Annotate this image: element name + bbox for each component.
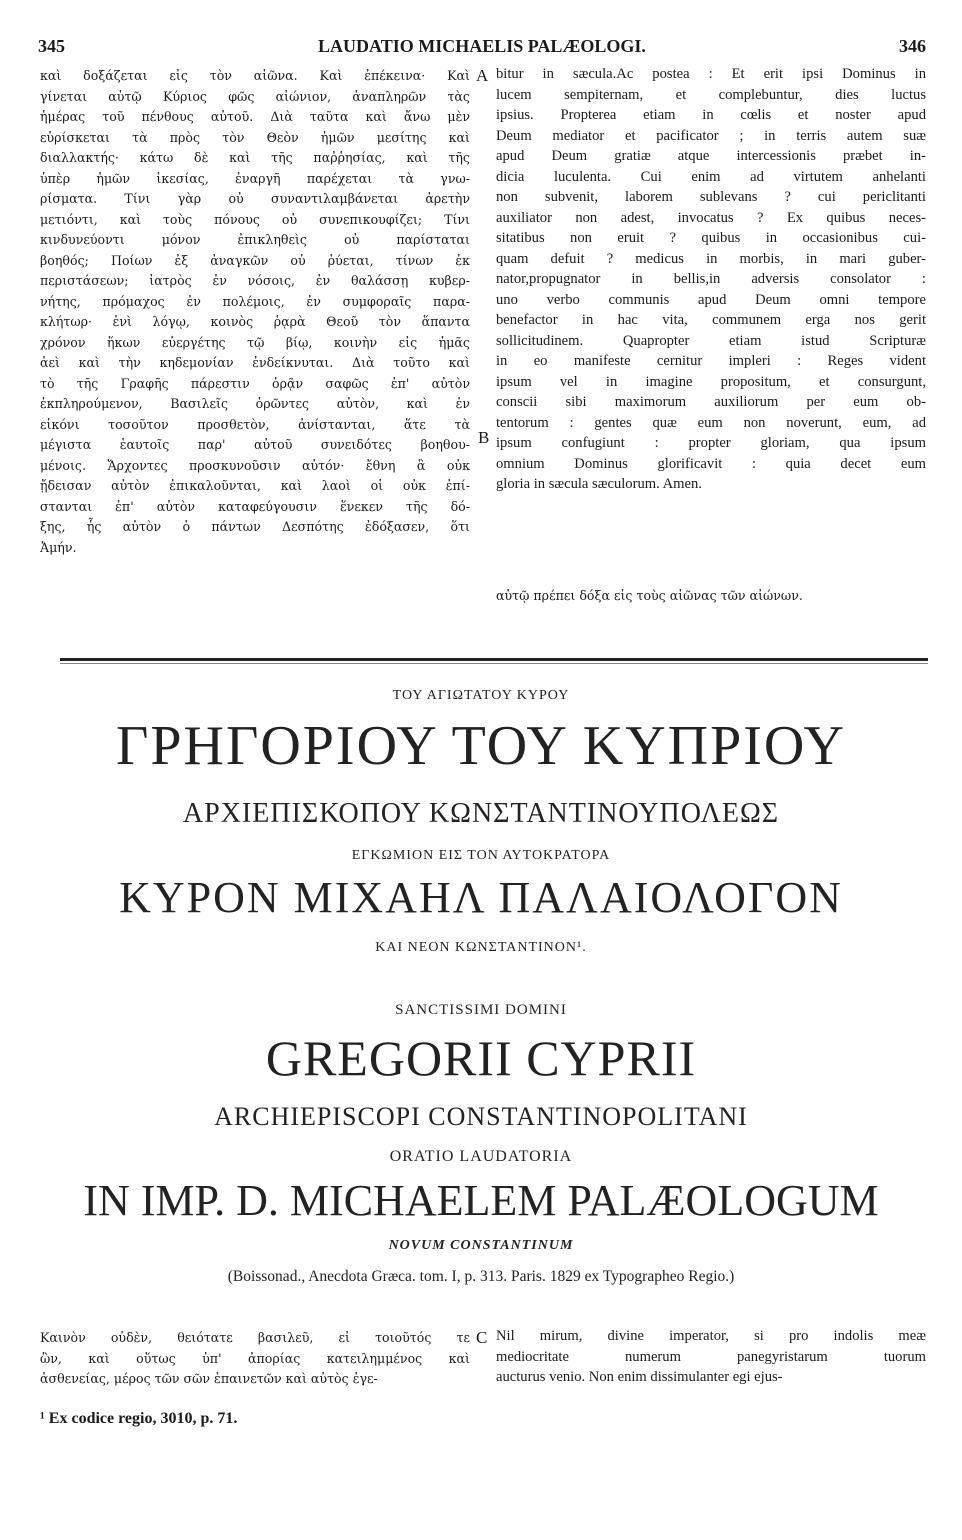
text-line: ἀεὶ καὶ τὴν κηδεμονίαν ἐνδείκνυται. Διὰ τοῦτο καὶ xyxy=(40,355,470,370)
text-line: ρίσματα. Τίνι γὰρ οὐ συναντιλαμβάνεται ἀρετὴν xyxy=(40,191,470,206)
text-line: χρόνον ἥκων εὐεργέτης τῷ βίῳ, κοινὴν εἰς ἡμᾶς xyxy=(40,334,470,350)
text-line: ἀσθενείας, μέρος τῶν σῶν ἐπαινετῶν καὶ αὐτὸς ἐγε- xyxy=(40,1371,378,1386)
text-line: auxiliator non adest, invocatus ? Ex quibus neces- xyxy=(496,209,926,226)
text-line: ᾔδεισαν αὐτὸν ἐπικαλοῦνται, καὶ λαοὶ οἱ οὐκ ἐπί- xyxy=(40,478,470,493)
text-line: εὑρίσκεται τὰ πρὸς τὸν Θεὸν ἡμῶν μεσίτης καὶ xyxy=(40,129,470,145)
text-line: gloria in sæcula sæculorum. Amen. xyxy=(496,476,702,492)
greek-continuation xyxy=(496,586,926,607)
text-line: Καινὸν οὐδὲν, θειότατε βασιλεῦ, εἰ τοιοῦτός τε xyxy=(40,1330,470,1345)
latin-title-name: GREGORII CYPRII xyxy=(265,1030,697,1086)
text-line: ξης, ἧς αὐτὸν ὁ πάντων Δεσπότης ἐδόξασεν, ὅτι xyxy=(40,519,470,534)
text-line: Nil mirum, divine imperator, si pro indolis meæ xyxy=(496,1328,926,1344)
greek-title-encomium: ΕΓΚΩΜΙΟΝ ΕΙΣ ΤΟΝ ΑΥΤΟΚΡΑΤΟΡΑ xyxy=(351,848,611,863)
text-line: εἰκόνι τοσοῦτον προσθετὸν, ἀνίστανται, ἅτε τὰ xyxy=(40,416,470,432)
greek-title-emperor: ΚΥΡΟΝ ΜΙΧΑΗΛ ΠΑΛΑΙΟΛΟΓΟΝ xyxy=(119,873,843,922)
text-line: sollicitudinem. Quapropter etiam istud Scripturæ xyxy=(496,332,926,349)
text-line: ὢν, καὶ οὕτως ὑπ' ἀπορίας κατειλημμένος καὶ xyxy=(40,1350,470,1366)
text-line: sitatibus non eruit ? quibus in occasionibus cui- xyxy=(496,230,926,246)
text-line: κινδυνεύοντι μόνον ἐπικληθεὶς οὐ παρίσταται xyxy=(40,232,470,247)
text-line: tentorum : gentes quæ eum non noverunt, eum, ad xyxy=(496,414,926,431)
text-line: μέγιστα ἑαυτοῖς παρ' αὐτοῦ συνειδότες βοηθου- xyxy=(40,437,470,452)
source-citation: (Boissonad., Anecdota Græca. tom. I, p. 313. Paris. 1829 ex Typographeo Regio.) xyxy=(227,1268,735,1285)
latin-column-top xyxy=(496,64,926,495)
text-line: νήτης, πρόμαχος ἐν πολέμοις, ἐν συμφοραῖς παρα- xyxy=(40,293,470,309)
text-line: αὐτῷ πρέπει δόξα εἰς τοὺς αἰῶνας τῶν αἰώνων. xyxy=(496,588,803,603)
greek-title-new: ΚΑΙ ΝΕΟΝ ΚΩΝΣΤΑΝΤΙΝΟΝ¹. xyxy=(375,940,587,955)
text-line: ὑπὲρ ἡμῶν ἱκεσίας, ἐναργῆ παρέχεται τὰ γνω- xyxy=(40,170,470,186)
latin-title-small: SANCTISSIMI DOMINI xyxy=(395,1002,567,1018)
margin-letter-b: B xyxy=(478,428,490,447)
text-line: ipsum confugiunt : propter gloriam, qua ipsum xyxy=(496,435,926,451)
text-line: ἐκπληρούμενον, Βασιλεῖς ὁρῶντες αὐτὸν, καὶ ἐν xyxy=(40,396,470,411)
text-line: γίνεται αὐτῷ Κύριος φῶς αἰώνιον, ἀναπληρῶν τὰς xyxy=(40,88,470,104)
text-line: dicia luculenta. Cui enim ad virtutem anhelanti xyxy=(496,168,926,185)
text-line: καὶ δοξάζεται εἰς τὸν αἰῶνα. Καὶ ἐπέκεινα· Καὶ xyxy=(40,68,470,83)
text-line: διαλλακτής· κάτω δὲ καὶ τῆς παῤῥησίας, καὶ τῆς xyxy=(40,150,470,165)
text-line: περιστάσεων; ἰατρὸς ἐν νόσοις, ἐν θαλάσσῃ κυβερ- xyxy=(40,273,470,288)
greek-column-bottom xyxy=(40,1328,470,1390)
margin-letter-c: C xyxy=(476,1328,488,1347)
latin-title-new: NOVUM CONSTANTINUM xyxy=(388,1238,574,1253)
text-line: ipsius. Propterea etiam in cœlis et noster apud xyxy=(496,107,926,123)
running-header xyxy=(38,36,926,60)
text-line: lucem sempiternam, et complebuntur, dies luctus xyxy=(496,86,926,103)
text-line: ipsum vel in imagine propositum, et consurgunt, xyxy=(496,373,926,390)
page-number-left: 345 xyxy=(38,36,65,56)
running-title: LAUDATIO MICHAELIS PALÆOLOGI. xyxy=(318,36,646,56)
greek-column-top xyxy=(40,66,470,558)
text-line: conscii sibi maximorum auxiliorum per eum ob- xyxy=(496,394,926,410)
greek-title-name: ΓΡΗΓΟΡΙΟΥ ΤΟΥ ΚΥΠΡΙΟΥ xyxy=(116,715,846,777)
section-rule xyxy=(60,658,928,661)
latin-title-emperor: IN IMP. D. MICHAELEM PALÆOLOGUM xyxy=(83,1176,879,1225)
text-line: mediocritate numerum panegyristarum tuorum xyxy=(496,1348,926,1365)
text-line: aucturus venio. Non enim dissimulanter egi ejus- xyxy=(496,1369,783,1385)
text-line: apud Deum gratiæ atque intercessionis præbet in- xyxy=(496,148,926,164)
text-line: κλήτωρ· ἑνὶ λόγῳ, κοινὸς ῥᾳρὰ Θεοῦ τὸν ἅπαντα xyxy=(40,314,470,329)
text-line: non subvenit, laborem sublevans ? cui periclitanti xyxy=(496,189,926,205)
text-line: in eo manifeste cernitur impleri : Reges vident xyxy=(496,353,926,369)
text-line: Ἀμήν. xyxy=(40,539,77,555)
page-number-right: 346 xyxy=(899,36,926,56)
section-rule-thin xyxy=(60,663,928,664)
latin-column-bottom xyxy=(496,1326,926,1388)
text-line: nator,propugnator in bellis,in adversis consolator : xyxy=(496,271,926,287)
latin-title-oratio: ORATIO LAUDATORIA xyxy=(389,1148,573,1165)
text-line: Deum mediator et pacificator ; in terris autem suæ xyxy=(496,127,926,144)
text-line: bitur in sæcula.Ac postea : Et erit ipsi Dominus in xyxy=(496,66,926,82)
text-line: quam defuit ? medicus in morbis, in mari guber- xyxy=(496,250,926,267)
text-line: ἡμέρας τοῦ πένθους αὐτοῦ. Διὰ ταῦτα καὶ ἄνω μὲν xyxy=(40,109,470,124)
text-line: τὸ τῆς Γραφῆς πάρεστιν ὁρᾷν σαφῶς ἐπ' αὐτὸν xyxy=(40,375,470,391)
latin-title-office: ARCHIEPISCOPI CONSTANTINOPOLITANI xyxy=(214,1102,748,1131)
text-line: omnium Dominus glorificavit : quia decet eum xyxy=(496,455,926,472)
greek-title-office: ΑΡΧΙΕΠΙΣΚΟΠΟΥ ΚΩΝΣΤΑΝΤΙΝΟΥΠΟΛΕΩΣ xyxy=(182,798,780,829)
text-line: benefactor in hac vita, communem erga nos gerit xyxy=(496,312,926,328)
text-line: βοηθός; Ποίων ἐξ ἀναγκῶν οὐ ῥύεται, τίνων ἐκ xyxy=(40,252,470,268)
text-line: μένοις. Ἄρχοντες προσκυνοῦσιν αὐτόν· ἔθνη ἃ οὐκ xyxy=(40,457,470,473)
greek-title-small: ΤΟΥ ΑΓΙΩΤΑΤΟΥ ΚΥΡΟΥ xyxy=(392,688,570,703)
text-line: στανται ἐπ' αὐτὸν καταφεύγουσιν ἕνεκεν τῆς δό- xyxy=(40,498,470,514)
text-line: μετιόντι, καὶ τοὺς πόνους οὐ συνεπικουφίζει; Τίνι xyxy=(40,211,470,227)
margin-letter-a: A xyxy=(476,66,489,85)
footnote: ¹ Ex codice regio, 3010, p. 71. xyxy=(40,1410,238,1427)
text-line: uno verbo communis apud Deum omni tempore xyxy=(496,291,926,308)
